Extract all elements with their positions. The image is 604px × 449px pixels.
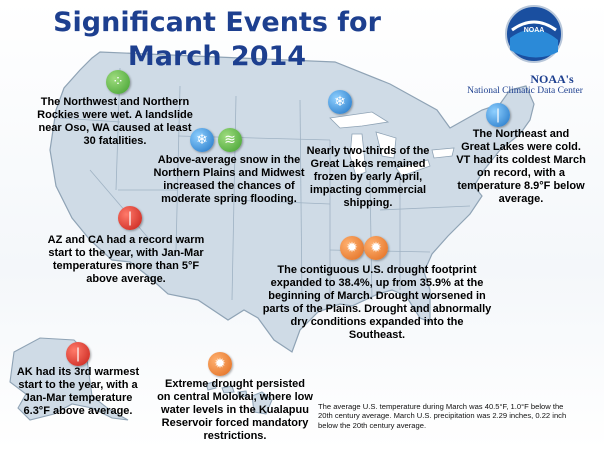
text-line: The contiguous U.S. drought footprint <box>277 264 477 276</box>
noaa-name: NOAA's <box>530 72 574 86</box>
text-line: Extreme drought persisted <box>165 378 305 390</box>
text-line: Above-average snow in the <box>157 154 301 166</box>
text-line: dry conditions expanded into the Southeast. <box>290 316 464 341</box>
noaa-logo <box>506 6 562 62</box>
northwest-event <box>24 96 206 148</box>
text-line: moderate spring flooding. <box>161 193 297 205</box>
text-line: beginning of March. Drought worsened in <box>268 290 486 302</box>
text-line: temperatures more than 5°F <box>52 260 200 272</box>
text-line: Northern Plains and Midwest <box>153 167 305 179</box>
northeast-event <box>448 128 594 206</box>
alaska-thermometer-icon: ❘ <box>66 342 90 366</box>
text-line: 30 fatalities. <box>83 135 147 147</box>
text-line: temperature 8.9°F below <box>457 180 585 192</box>
drought-icon-2: ✹ <box>364 236 388 260</box>
text-line: impacting commercial <box>309 184 427 196</box>
cold-thermometer-icon: ❘ <box>486 103 510 127</box>
text-line: start to the year, with Jan-Mar <box>48 247 204 259</box>
text-line: Nearly two-thirds of the <box>306 145 430 157</box>
text-line: near Oso, WA caused at least <box>38 122 192 134</box>
text-line: Great Lakes were cold. <box>461 141 581 153</box>
footnote <box>318 402 600 430</box>
rain-icon: ⁘ <box>106 70 130 94</box>
text-line: The Northeast and <box>472 128 570 140</box>
text-line: frozen by early April, <box>313 171 423 183</box>
text-line: Rockies were wet. A landslide <box>37 109 193 121</box>
text-line: on central Molokai, where low <box>157 391 313 403</box>
page-title-line-1: Significant Events for <box>53 7 381 38</box>
snowflake-icon: ❄ <box>190 128 214 152</box>
text-line: AK had its 3rd warmest <box>16 366 140 378</box>
drought-event <box>262 264 492 342</box>
ice-icon: ❄ <box>328 90 352 114</box>
text-line: 6.3°F above average. <box>23 405 133 417</box>
warm-thermometer-icon: ❘ <box>118 206 142 230</box>
text-line: Great Lakes remained <box>310 158 426 170</box>
noaa-badge-text: NOAA <box>523 27 545 34</box>
page-title-line-2: March 2014 <box>127 41 307 72</box>
text-line: restrictions. <box>203 430 267 442</box>
footnote-line: The average U.S. temperature during March was 40.5°F, 1.0°F below the <box>318 402 564 411</box>
text-line: shipping. <box>343 197 393 209</box>
drought-icon: ✹ <box>340 236 364 260</box>
hawaii-event <box>152 378 318 443</box>
text-line: increased the chances of <box>163 180 295 192</box>
southwest-event <box>38 234 214 286</box>
text-line: The Northwest and Northern <box>40 96 190 108</box>
footnote-line: below the 20th century average. <box>318 420 427 430</box>
text-line: average. <box>498 193 544 205</box>
alaska-event <box>4 366 152 418</box>
text-line: VT had its coldest March <box>456 154 586 166</box>
hawaii-drought-icon: ✹ <box>208 352 232 376</box>
flood-icon: ≋ <box>218 128 242 152</box>
plains-event <box>146 154 312 206</box>
text-line: parts of the Plains. Drought and abnormally <box>262 303 492 315</box>
footnote-line: 20th century average. March U.S. precipitation was 2.29 inches, 0.22 inch <box>318 411 567 421</box>
text-line: start to the year, with a <box>18 379 138 391</box>
great-lakes-event <box>298 145 438 210</box>
text-line: water levels in the Kualapuu <box>161 404 309 416</box>
text-line: Jan-Mar temperature <box>23 392 133 404</box>
text-line: above average. <box>86 273 166 285</box>
text-line: Reservoir forced mandatory <box>161 417 309 429</box>
text-line: AZ and CA had a record warm <box>47 234 205 246</box>
text-line: on record, with a <box>476 167 565 179</box>
text-line: expanded to 38.4%, up from 35.9% at the <box>270 277 484 289</box>
center-name: National Climatic Data Center <box>467 86 583 96</box>
